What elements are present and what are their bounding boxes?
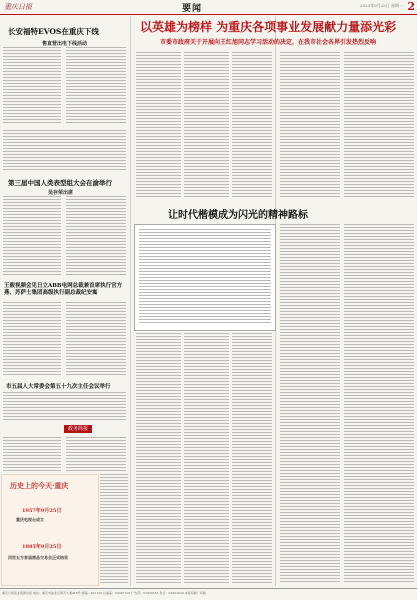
promo-title: 历史上的今天·重庆	[10, 481, 69, 490]
story2-title: 第三届中国人类表型组大会在渝举行	[8, 179, 112, 187]
story3-title: 王毅视频会见日立ABB电网总裁兼首席执行官方燕、苏萨士集团高级执行副总裁纪安寓	[4, 283, 123, 296]
story3-body-2	[66, 302, 126, 377]
feature-body-col-4	[280, 224, 340, 584]
feature-body-col-2	[184, 333, 229, 583]
feature-title: 让时代楷模成为闪光的精神路标	[168, 210, 308, 221]
history-promo	[1, 474, 99, 586]
feature-body-col-5	[344, 224, 414, 584]
section-title: 要闻	[182, 4, 203, 14]
promo-side-text	[100, 474, 128, 584]
main-body-col-3	[232, 52, 272, 197]
story4-body	[3, 392, 126, 420]
feature-body-col-1	[136, 333, 181, 583]
story1-body	[3, 47, 61, 125]
page-number: 2	[407, 0, 415, 13]
story1-title: 长安福特EVOS在重庆下线	[8, 27, 99, 36]
main-body-col-4	[280, 52, 340, 197]
footer-text: 重庆日报报业集团出版 地址：重庆市渝北区同茂大道416号 邮编：401120 总编室：63907105 广告部：63905551 发行：63902920 本报印刷厂印刷	[2, 591, 206, 595]
feature-body-col-3	[232, 333, 272, 583]
feature-quote-box	[134, 224, 276, 331]
main-banner-title: 以英雄为榜样 为重庆各项事业发展献力量添光彩	[140, 20, 397, 34]
story1-subtitle: 售直营出电下线活动	[42, 41, 88, 47]
promo-line-2: 四世五方首届商品交易会正式结束	[8, 555, 68, 560]
brief-body-2	[66, 437, 126, 471]
story2-body	[3, 196, 61, 276]
promo-date-1: 1957年9月25日	[22, 508, 62, 514]
promo-date-2: 1985年9月25日	[22, 544, 62, 550]
story1-body-2	[66, 47, 126, 125]
promo-line-1: 重庆电视台成立	[16, 517, 44, 522]
story2-body-2	[66, 196, 126, 276]
main-body-col-5	[344, 52, 414, 197]
date-line: 2023年9月25日 星期一	[359, 3, 403, 8]
feature-quote-text	[139, 229, 271, 325]
main-banner-subtitle: 市委市政府关于开展向王红旭同志学习活动的决定，在我市社会各界引发热烈反响	[160, 39, 377, 46]
brief-body	[3, 437, 61, 471]
masthead: 重庆日报	[4, 3, 32, 11]
page-header	[0, 0, 417, 15]
story3-body	[3, 302, 61, 377]
main-body-col-2	[184, 52, 229, 197]
story4-title: 市五届人大常委会第五十九次主任会议举行	[6, 384, 111, 390]
page-footer	[0, 588, 417, 600]
section-badge: 政务简报	[64, 425, 92, 433]
story2-subtitle: 吴存荣出席	[48, 190, 74, 196]
main-body-col-1	[136, 52, 181, 197]
column-divider	[130, 16, 131, 586]
story1-body-3	[3, 130, 126, 170]
